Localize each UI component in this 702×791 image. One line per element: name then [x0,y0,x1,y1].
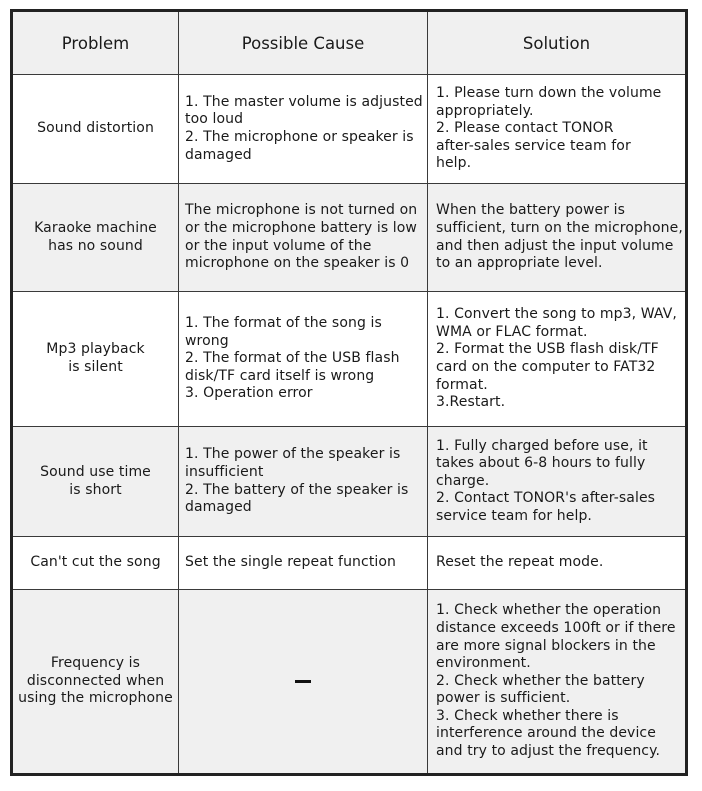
solution-cell: Reset the repeat mode. [436,554,604,571]
cause-cell [179,590,428,773]
solution-cell: When the battery power is sufficient, turn on the microphone, and then adjust the input volume to an appropriate level. [436,202,683,272]
problem-cell: Mp3 playback is silent [13,292,179,426]
troubleshooting-table [10,9,688,776]
table-row [13,589,685,773]
solution-cell: 1. Fully charged before use, it takes about 6-8 hours to fully charge. 2. Contact TONOR's after-sales service team for help. [436,437,656,524]
cause-cell: 1. The format of the song is wrong 2. The format of the USB flash disk/TF card itself is wrong 3. Operation error [179,292,428,426]
problem-cell: Frequency is disconnected when using the microphone [13,590,179,773]
table-row [13,74,685,183]
table-row [13,291,685,426]
cause-cell: The microphone is not turned on or the microphone battery is low or the input volume of the microphone on the speaker is 0 [179,184,428,291]
header-cause: Possible Cause [179,12,428,74]
problem-cell: Sound use time is short [13,427,179,536]
problem-cell: Karaoke machine has no sound [13,184,179,291]
solution-cell: 1. Convert the song to mp3, WAV, WMA or FLAC format. 2. Format the USB flash disk/TF card on the computer to FAT32 format. 3.Restart. [436,306,677,411]
dash-mark [295,680,311,683]
problem-cell: Sound distortion [13,75,179,183]
header-problem: Problem [13,12,179,74]
cause-cell: 1. The power of the speaker is insufficient 2. The battery of the speaker is damaged [179,427,428,536]
problem-cell: Can't cut the song [13,537,179,589]
solution-cell: 1. Check whether the operation distance exceeds 100ft or if there are more signal blockers in the environment. 2. Check whether the battery power is sufficient. 3. Check whether there is interference around the device and try to adjust the frequency. [436,602,676,760]
table-row [13,426,685,536]
solution-cell: 1. Please turn down the volume appropriately. 2. Please contact TONOR after-sales service team for help. [436,85,662,172]
header-solution: Solution [522,33,591,53]
table-header-row [13,12,685,74]
cause-cell: Set the single repeat function [179,537,428,589]
table-row [13,183,685,291]
cause-cell: 1. The master volume is adjusted too loud 2. The microphone or speaker is damaged [179,75,428,183]
table-row [13,536,685,589]
